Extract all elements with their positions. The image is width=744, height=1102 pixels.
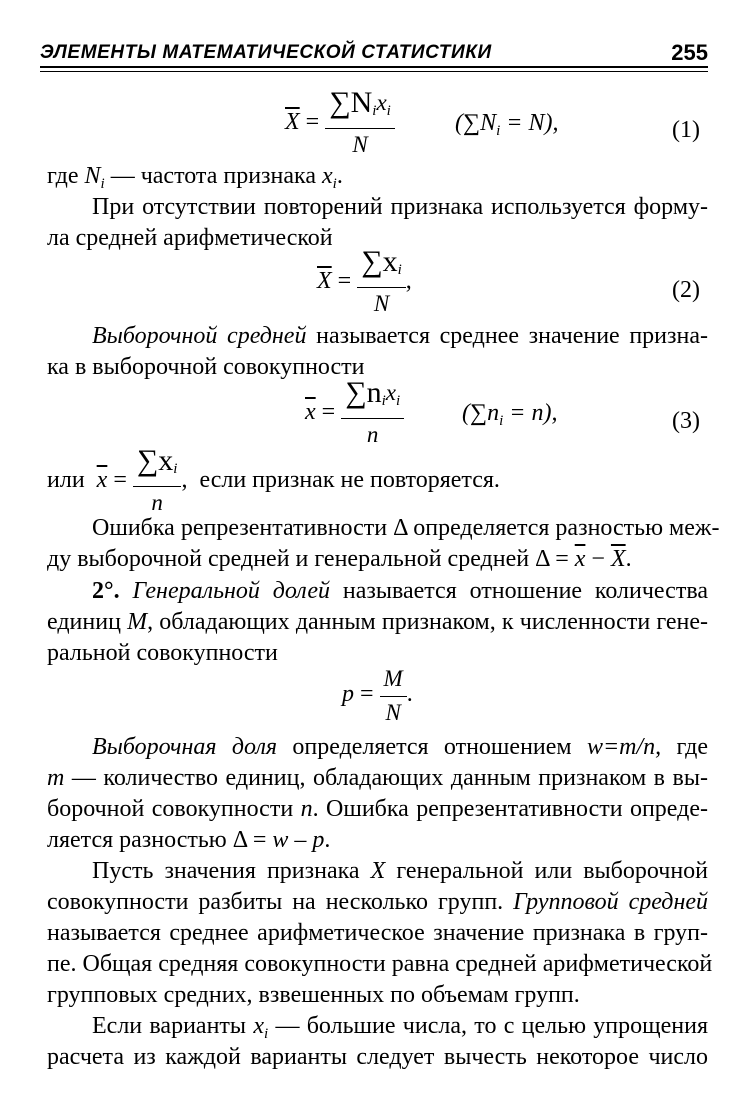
paragraph-7-line-4: пе. Общая средняя совокупности равна средней арифметической xyxy=(47,951,713,977)
formula-5-fraction: $\frac{M}{N}$ xyxy=(380,664,407,727)
paragraph-7-line-3: называется среднее арифметическое значение признака в груп- xyxy=(47,920,708,946)
paragraph-3-line-1: Выборочной средней называется среднее значение призна- xyxy=(92,323,708,349)
equation-number-1: (1) xyxy=(672,117,700,143)
paragraph-8-line-2: расчета из каждой варианты следует вычесть некоторое число xyxy=(47,1044,708,1070)
formula-4-fraction: $\frac{\sum x_i}{n}$ xyxy=(133,446,182,517)
formula-3-fraction: $\frac{\sum n_ix_i}{n}$ xyxy=(341,378,404,449)
text-line-1: где $N_i$ — частота признака $x_i$. xyxy=(47,163,343,192)
formula-1-fraction: $\frac{\sum N_ix_i}{N}$ xyxy=(325,88,395,159)
paragraph-6-line-1: Выборочная доля определяется отношением w=m/n, где xyxy=(92,734,708,760)
paragraph-4-line-1: Ошибка репрезентативности Δ определяется разностью меж- xyxy=(92,515,720,541)
formula-5: p = $\frac{M}{N}$ . xyxy=(342,666,413,725)
paragraph-6-line-3: борочной совокупности n. Ошибка репрезентативности опреде- xyxy=(47,796,709,822)
paragraph-6-line-4: ляется разностью Δ = w – p. xyxy=(47,827,331,853)
formula-1-condition: $(\sum N_i = N)$, xyxy=(455,110,559,139)
running-header xyxy=(40,36,708,70)
formula-2: $\overline{X}$ = $\frac{\sum x_i}{N}$ , xyxy=(317,245,412,316)
formula-1: $\overline{X}$ = $\frac{\sum N_ix_i}{N}$ xyxy=(285,88,395,159)
paragraph-2-line-2: ла средней арифметической xyxy=(47,225,333,251)
paragraph-4-line-2: ду выборочной средней и генеральной средней $\Delta = \overline{x} - \overline{X}$. xyxy=(47,546,632,572)
formula-4-line: или $\overline{x}$ = $\frac{\sum x_i}{n}$ , если признак не повторяется. xyxy=(47,444,500,515)
paragraph-7-line-1: Пусть значения признака X генеральной или выборочной xyxy=(92,858,709,884)
page-number: 255 xyxy=(671,40,708,65)
header-rule-thick xyxy=(40,66,708,68)
formula-3: $\overline{x}$ = $\frac{\sum n_ix_i}{n}$ xyxy=(305,378,404,449)
paragraph-5-line-3: ральной совокупности xyxy=(47,640,278,666)
paragraph-7-line-5: групповых средних, взвешенных по объемам групп. xyxy=(47,982,580,1008)
paragraph-5-line-2: единиц M, обладающих данным признаком, к численности гене- xyxy=(47,609,709,635)
paragraph-3-line-2: ка в выборочной совокупности xyxy=(47,354,365,380)
equation-number-3: (3) xyxy=(672,408,700,434)
paragraph-6-line-2: m — количество единиц, обладающих данным признаком в вы- xyxy=(47,765,708,791)
paragraph-2-line-1: При отсутствии повторений признака используется форму- xyxy=(92,194,708,220)
equation-number-2: (2) xyxy=(672,277,700,303)
running-title: ЭЛЕМЕНТЫ МАТЕМАТИЧЕСКОЙ СТАТИСТИКИ xyxy=(40,42,492,63)
header-rule-thin xyxy=(40,71,708,72)
paragraph-7-line-2: совокупности разбиты на несколько групп. Групповой средней xyxy=(47,889,709,915)
paragraph-8-line-1: Если варианты $x_i$ — большие числа, то с целью упрощения xyxy=(92,1013,708,1042)
paragraph-5-line-1: 2°. Генеральной долей называется отношение количества xyxy=(92,578,708,604)
formula-3-condition: $(\sum n_i = n)$, xyxy=(462,400,558,429)
formula-1-lhs: $\overline{X}$ xyxy=(285,109,300,136)
formula-2-fraction: $\frac{\sum x_i}{N}$ xyxy=(357,247,406,318)
